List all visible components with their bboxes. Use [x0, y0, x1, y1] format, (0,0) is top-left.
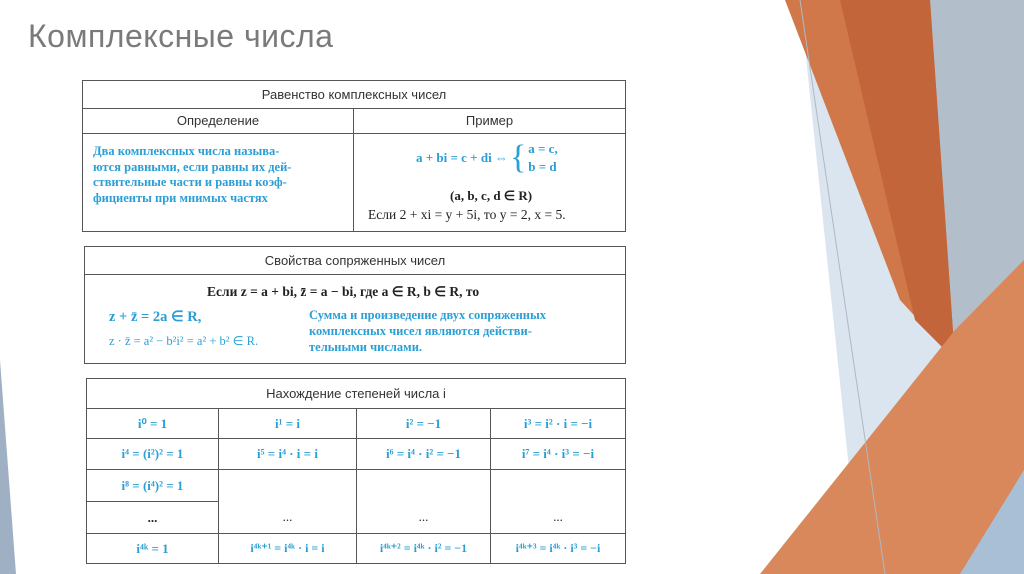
powers-header: Нахождение степеней числа i	[87, 379, 625, 409]
ellipsis-col3: ...	[357, 470, 491, 534]
power-i4k2: i⁴ᵏ⁺² = i⁴ᵏ · i² = −1	[357, 534, 491, 563]
page-title: Комплексные числа	[28, 18, 334, 54]
equality-definition: Два комплексных числа называ- ются равными, если равны их дей- ствительные части и равны коэф- фициенты при мнимых частях	[83, 134, 354, 232]
power-i5: i⁵ = i⁴ · i = i	[219, 439, 357, 470]
power-i4k1: i⁴ᵏ⁺¹ = i⁴ᵏ · i = i	[219, 534, 357, 563]
power-i4k: i⁴ᵏ = 1	[87, 534, 219, 563]
power-i4k3: i⁴ᵏ⁺³ = i⁴ᵏ · i³ = −i	[515, 541, 601, 555]
ellipsis-col2: ...	[219, 470, 357, 534]
equality-col-example: Пример	[465, 113, 514, 128]
conjugate-intro: Если z = a + bi, z̄ = a − bi, где a ∈ R, b ∈ R, то	[207, 284, 480, 299]
equality-example: a + bi = c + di ⇔ { a = c, b = d (a, b, c, d ∈ R) Если 2 + xi = y + 5i, то y = 2, x = 5.	[368, 139, 566, 222]
equality-example-text: Если 2 + xi = y + 5i, то y = 2, x = 5.	[368, 207, 566, 222]
equality-header: Равенство комплексных чисел	[83, 81, 625, 109]
left-blue-stripe	[0, 360, 16, 574]
power-i3: i³ = i² · i = −i	[491, 409, 625, 439]
equality-domain: (a, b, c, d ∈ R)	[450, 188, 533, 203]
power-i2: i² = −1	[357, 409, 491, 439]
equality-table	[82, 80, 626, 232]
conjugate-text: Сумма и произведение двух сопряженных комплексных чисел являются действи- тельными числами.	[309, 308, 547, 354]
brace: {	[509, 139, 527, 176]
conjugate-sum: z + z̄ = 2a ∈ R,	[109, 309, 202, 325]
conjugate-table	[84, 246, 626, 364]
power-i1: i¹ = i	[219, 409, 357, 439]
power-i8: i⁸ = (i⁴)² = 1	[87, 470, 219, 502]
ellipsis-col1: ...	[87, 502, 219, 534]
ellipsis-col4: ...	[491, 470, 625, 534]
power-i0: i⁰ = 1	[87, 409, 219, 439]
power-i7: i⁷ = i⁴ · i³ = −i	[491, 439, 625, 470]
power-i6: i⁶ = i⁴ · i² = −1	[357, 439, 491, 470]
powers-table	[86, 378, 626, 564]
conjugate-product: z · z̄ = a² − b²i² = a² + b² ∈ R.	[109, 334, 259, 348]
conjugate-header: Свойства сопряженных чисел	[85, 247, 625, 275]
equality-formula-left: a + bi = c + di ⇔	[416, 150, 508, 165]
equality-col-definition: Определение	[83, 109, 354, 133]
power-i4: i⁴ = (i²)² = 1	[87, 439, 219, 470]
